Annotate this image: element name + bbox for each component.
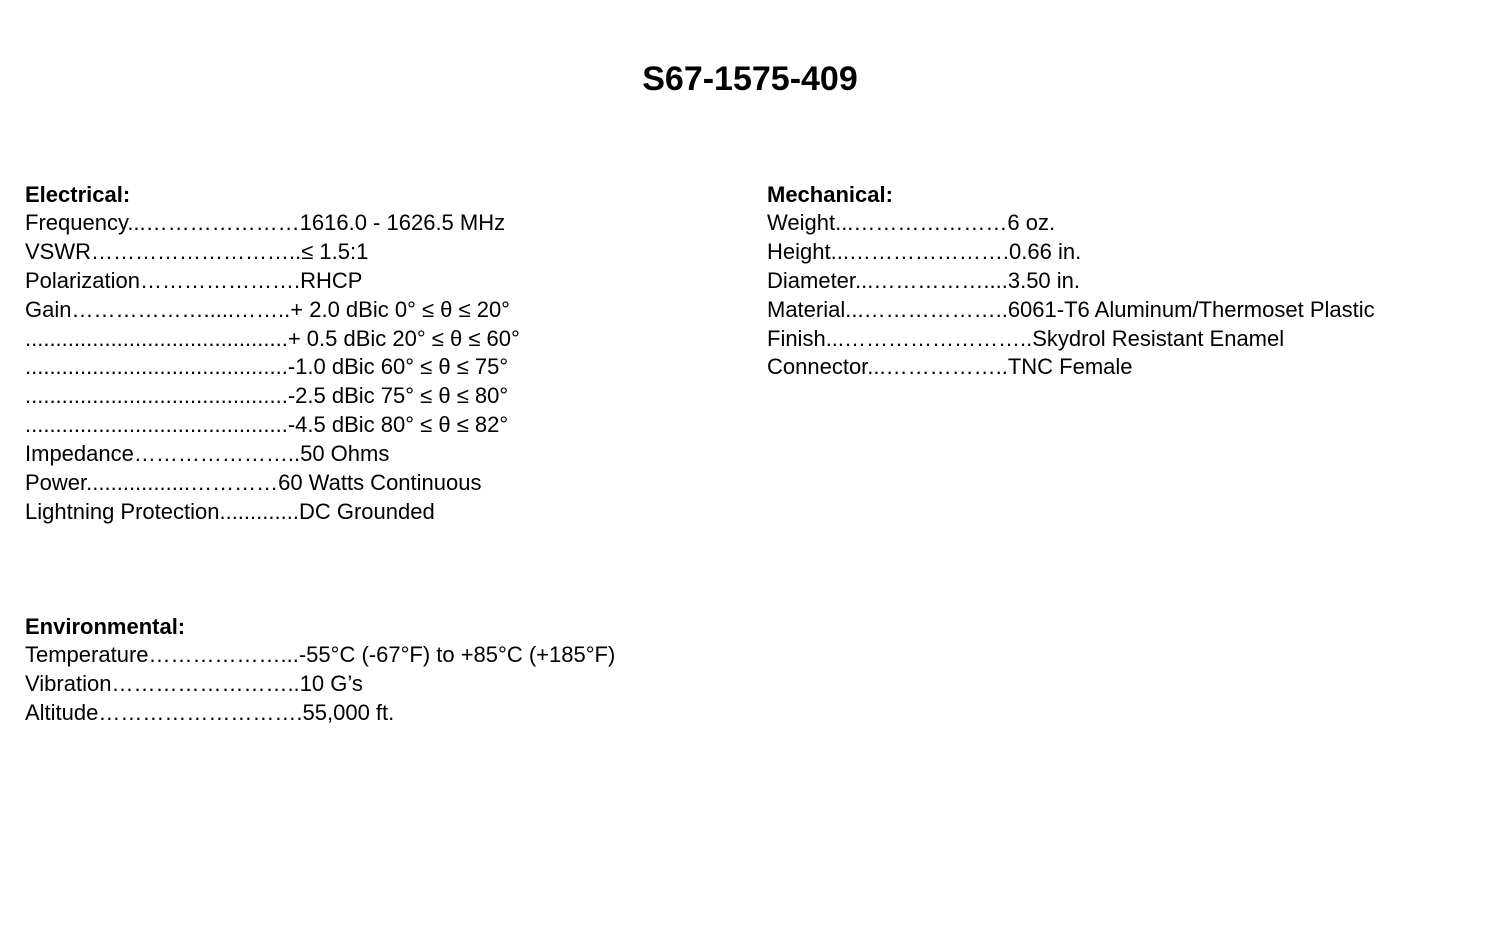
spec-row-gain — [25, 296, 520, 325]
spec-value: 50 Ohms — [300, 441, 390, 467]
electrical-section — [25, 180, 520, 527]
spec-row-diameter — [767, 267, 1375, 296]
spec-leader: …………………. — [139, 267, 301, 293]
spec-leader: …………………….. — [111, 670, 300, 696]
spec-row-gain-2 — [25, 325, 520, 354]
spec-label: Vibration — [25, 670, 112, 696]
spec-value: 3.50 in. — [1007, 267, 1081, 293]
spec-label: Material — [767, 296, 846, 322]
spec-leader: ........................................... — [25, 354, 288, 380]
spec-leader: ...…………….. — [867, 354, 1008, 380]
spec-value: 6 oz. — [1007, 210, 1056, 235]
spec-leader: ………………………. — [98, 699, 303, 725]
spec-leader: ...………………… — [835, 210, 1008, 235]
spec-value: 1616.0 - 1626.5 MHz — [299, 210, 506, 235]
spec-leader: .................………… — [86, 470, 279, 496]
spec-leader: ...…………….... — [855, 267, 1008, 293]
spec-label: Lightning Protection — [25, 498, 220, 524]
spec-label: Polarization — [25, 267, 140, 293]
spec-label: Finish — [767, 325, 826, 351]
spec-value: -4.5 dBic 80° ≤ θ ≤ 82° — [287, 412, 509, 438]
electrical-heading: Electrical: — [25, 182, 131, 207]
spec-leader: ...………………… — [127, 210, 300, 235]
spec-leader: ……………………….. — [91, 238, 302, 264]
spec-value: 55,000 ft. — [302, 699, 395, 725]
spec-value: + 2.0 dBic 0° ≤ θ ≤ 20° — [290, 296, 510, 322]
spec-label: Power — [25, 470, 87, 496]
spec-value: 0.66 in. — [1009, 238, 1082, 264]
spec-row-connector — [767, 353, 1375, 382]
spec-row-frequency — [25, 209, 520, 238]
mechanical-section — [767, 180, 1375, 382]
spec-leader: ...……………….. — [845, 296, 1008, 322]
spec-label: Diameter — [767, 267, 856, 293]
spec-row-gain-5 — [25, 411, 520, 440]
spec-label: Weight — [767, 210, 836, 235]
spec-row-impedance — [25, 440, 520, 469]
spec-label: Frequency — [25, 210, 128, 235]
spec-value: 60 Watts Continuous — [278, 470, 482, 496]
spec-value: 10 G’s — [299, 670, 363, 696]
spec-label: Height — [767, 238, 831, 264]
spec-leader: ........................................... — [25, 412, 288, 438]
spec-leader: ………………….. — [133, 441, 301, 467]
page-title: S67-1575-409 — [642, 60, 858, 98]
spec-label: Gain — [25, 296, 72, 322]
spec-row-temperature — [25, 641, 615, 670]
spec-value: TNC Female — [1007, 354, 1133, 380]
spec-leader: ........................................... — [25, 325, 288, 351]
spec-leader: ………………... — [148, 642, 299, 667]
spec-leader: ……………….....…….. — [71, 296, 291, 322]
spec-value: -55°C (-67°F) to +85°C (+185°F) — [298, 642, 616, 667]
spec-row-power — [25, 469, 520, 498]
environmental-section — [25, 612, 615, 728]
spec-value: Skydrol Resistant Enamel — [1032, 325, 1285, 351]
spec-leader: ...…………………. — [830, 238, 1010, 264]
spec-row-material — [767, 296, 1375, 325]
spec-value: ≤ 1.5:1 — [301, 238, 369, 264]
spec-label: Connector — [767, 354, 868, 380]
spec-value: -2.5 dBic 75° ≤ θ ≤ 80° — [287, 383, 509, 409]
spec-label: Temperature — [25, 642, 149, 667]
spec-row-lightning-protection — [25, 498, 520, 527]
spec-leader: ...…………………….. — [825, 325, 1033, 351]
spec-value: DC Grounded — [298, 498, 435, 524]
spec-row-gain-4 — [25, 382, 520, 411]
spec-value: RHCP — [300, 267, 363, 293]
spec-row-altitude — [25, 699, 615, 728]
spec-row-vswr — [25, 238, 520, 267]
spec-row-height — [767, 238, 1375, 267]
spec-row-weight — [767, 209, 1375, 238]
spec-label: Altitude — [25, 699, 99, 725]
spec-value: 6061-T6 Aluminum/Thermoset Plastic — [1007, 296, 1375, 322]
environmental-heading: Environmental: — [25, 614, 186, 639]
spec-row-finish — [767, 325, 1375, 354]
spec-leader: ............. — [219, 498, 299, 524]
spec-value: -1.0 dBic 60° ≤ θ ≤ 75° — [287, 354, 509, 380]
spec-leader: ........................................... — [25, 383, 288, 409]
mechanical-heading: Mechanical: — [767, 182, 893, 207]
spec-label: Impedance — [25, 441, 134, 467]
spec-label: VSWR — [25, 238, 91, 264]
spec-row-polarization — [25, 267, 520, 296]
spec-row-vibration — [25, 670, 615, 699]
spec-value: + 0.5 dBic 20° ≤ θ ≤ 60° — [287, 325, 520, 351]
spec-row-gain-3 — [25, 353, 520, 382]
